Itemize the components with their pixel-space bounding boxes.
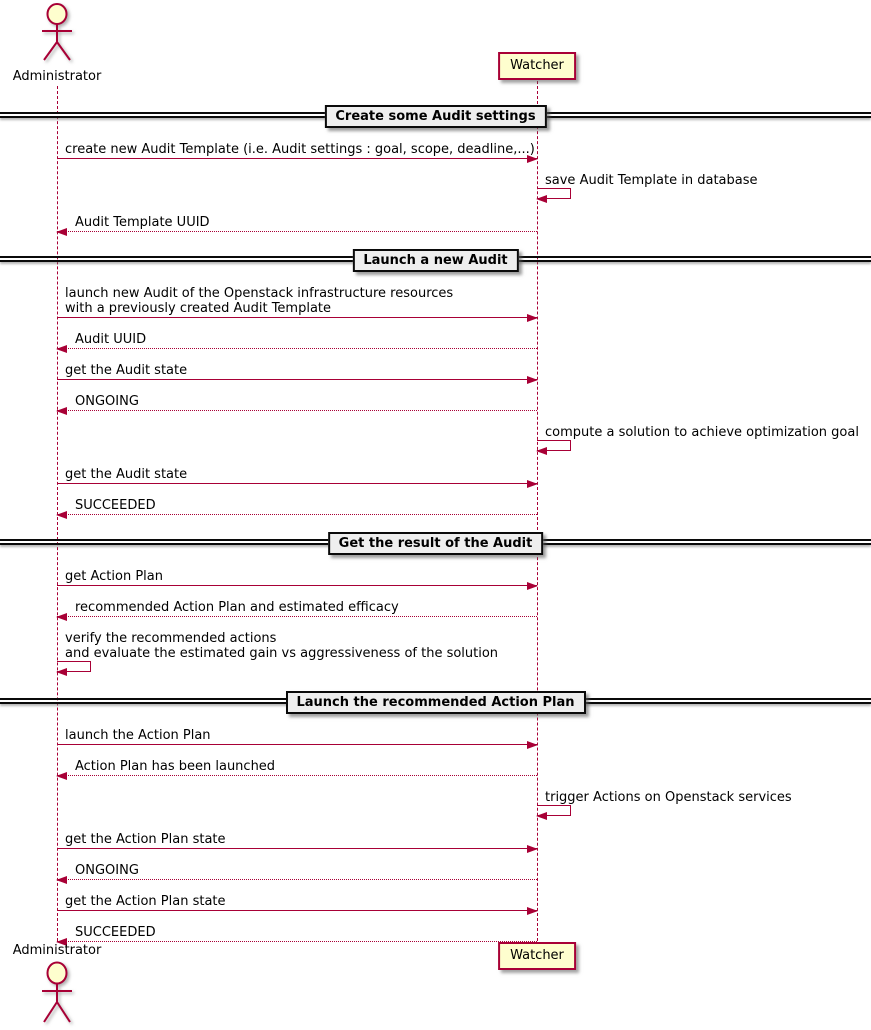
message-label: get the Audit state [65,467,188,482]
arrowhead-right-icon [527,376,538,384]
administrator-label-bottom: Administrator [12,943,102,958]
arrowhead-left-icon [56,772,67,780]
arrowhead-right-icon [527,155,538,163]
section-divider-label: Launch the recommended Action Plan [285,691,585,714]
message-label: get Action Plan [65,569,163,584]
section-divider-label: Launch a new Audit [352,249,518,272]
arrowhead-right-icon [527,741,538,749]
message-arrow [57,616,537,617]
arrowhead-left-icon [536,812,547,820]
message-label: get the Action Plan state [65,894,226,909]
watcher-box-bottom: Watcher [498,942,576,970]
arrowhead-left-icon [56,668,67,676]
message-arrow [57,910,537,911]
arrowhead-right-icon [527,845,538,853]
message-arrow [57,158,537,159]
section-divider-label: Get the result of the Audit [328,532,544,555]
self-message-label: save Audit Template in database [545,173,758,188]
self-message-label: verify the recommended actions and evaluate the estimated gain vs aggressiveness of the solution [65,631,499,661]
arrowhead-left-icon [56,613,67,621]
message-label: get the Audit state [65,363,188,378]
message-label: get the Action Plan state [65,832,226,847]
message-arrow [57,941,537,942]
arrowhead-right-icon [527,480,538,488]
administrator-actor-icon-bottom [38,960,76,1030]
self-message-loop [537,440,571,451]
message-arrow [57,775,537,776]
message-label: Action Plan has been launched [75,759,276,774]
message-arrow [57,317,537,318]
arrowhead-right-icon [527,314,538,322]
arrowhead-left-icon [536,195,547,203]
message-arrow [57,348,537,349]
message-label: launch the Action Plan [65,728,211,743]
message-arrow [57,848,537,849]
section-divider-label: Create some Audit settings [324,105,546,128]
self-message-loop [537,188,571,199]
administrator-label-top: Administrator [12,69,102,84]
self-message-label: compute a solution to achieve optimization goal [545,425,859,440]
arrowhead-left-icon [536,447,547,455]
message-label: launch new Audit of the Openstack infrastructure resources with a previously created Audit Template [65,286,454,316]
message-arrow [57,379,537,380]
arrowhead-left-icon [56,345,67,353]
message-label: Audit UUID [75,332,147,347]
message-arrow [57,585,537,586]
message-arrow [57,483,537,484]
arrowhead-left-icon [56,876,67,884]
arrowhead-right-icon [527,582,538,590]
arrowhead-left-icon [56,511,67,519]
message-label: Audit Template UUID [75,215,210,230]
message-label: create new Audit Template (i.e. Audit settings : goal, scope, deadline,...) [65,142,535,157]
message-arrow [57,410,537,411]
arrowhead-left-icon [56,407,67,415]
watcher-box-top: Watcher [498,52,576,80]
self-message-loop [537,805,571,816]
message-label: ONGOING [75,863,139,878]
arrowhead-left-icon [56,228,67,236]
arrowhead-right-icon [527,907,538,915]
message-arrow [57,231,537,232]
message-arrow [57,879,537,880]
message-label: SUCCEEDED [75,498,156,513]
message-arrow [57,744,537,745]
message-label: recommended Action Plan and estimated efficacy [75,600,399,615]
self-message-loop [57,661,91,672]
self-message-label: trigger Actions on Openstack services [545,790,792,805]
message-arrow [57,514,537,515]
message-label: ONGOING [75,394,139,409]
administrator-actor-icon-top [38,2,76,68]
message-label: SUCCEEDED [75,925,156,940]
